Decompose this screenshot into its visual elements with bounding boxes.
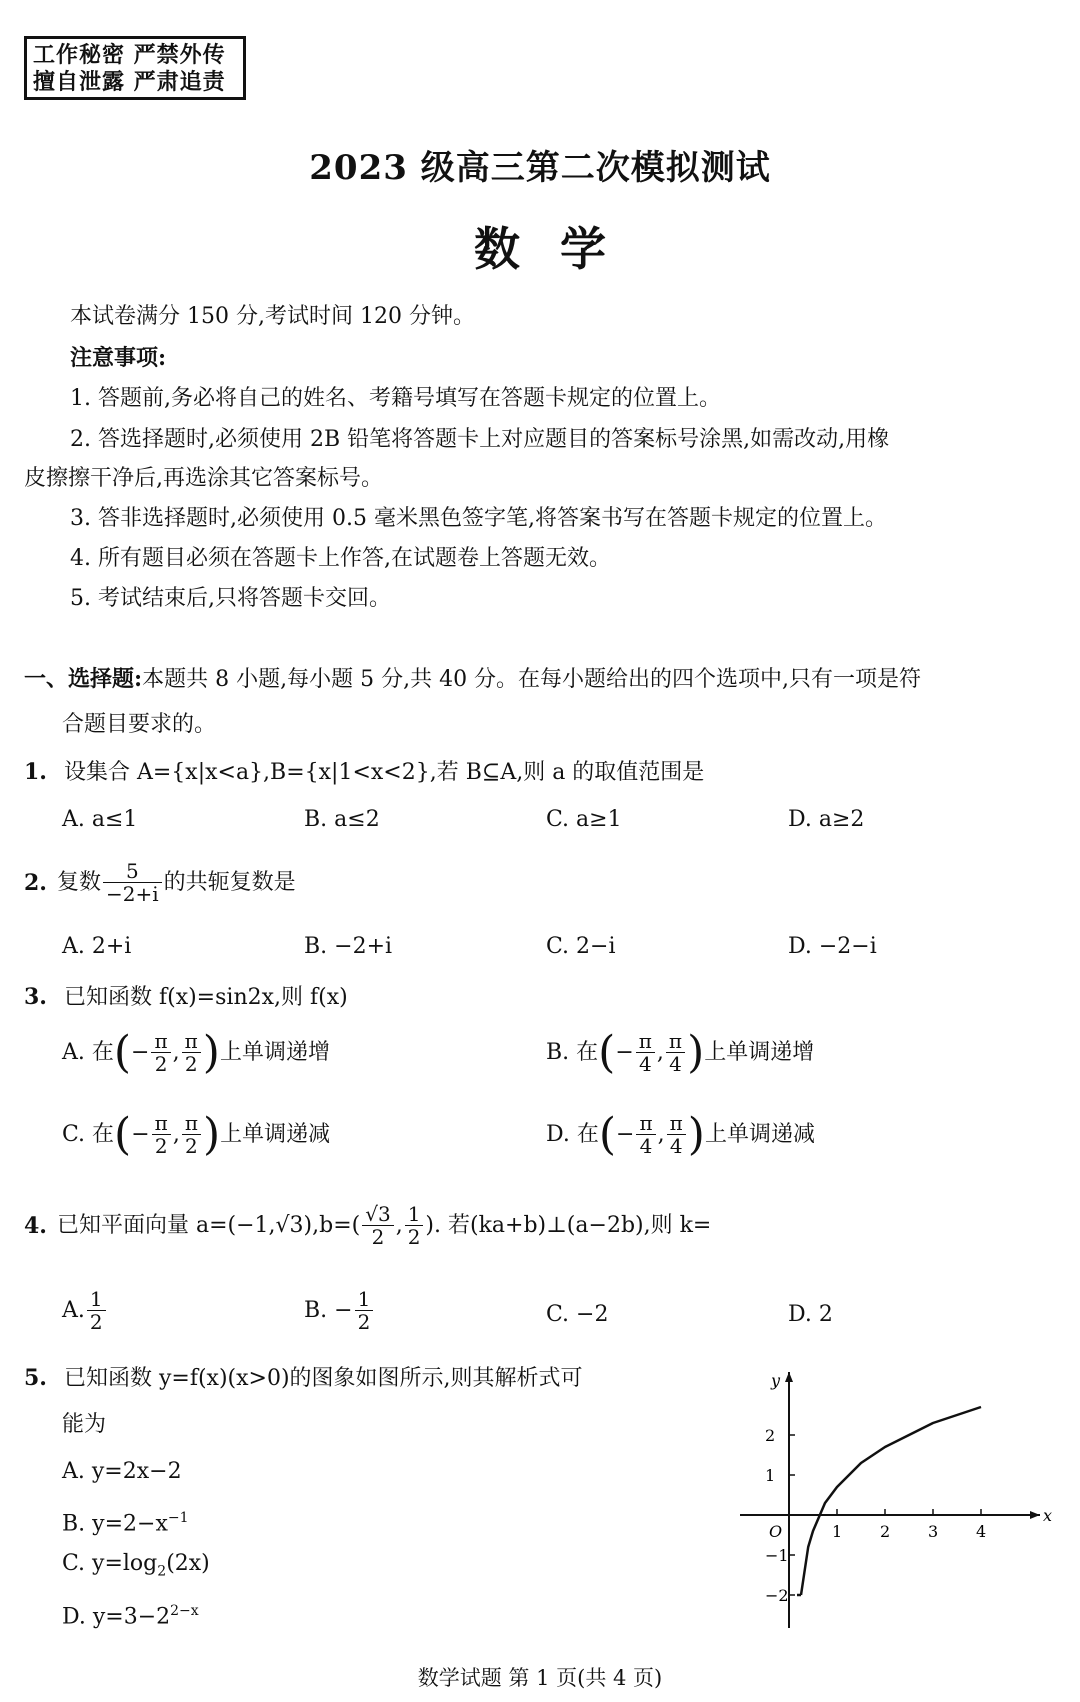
q5-c-text: C. y=log [62,1551,158,1576]
q4-a-frac [87,1288,106,1333]
q4-pre: 已知平面向量 a=(−1,√3),b=( [56,1212,361,1238]
q3-a-post: 上单调递增 [219,1039,330,1065]
right-paren: ) [687,1108,705,1160]
q4-number: 4. [24,1212,47,1239]
page-footer: 数学试题 第 1 页(共 4 页) [417,1666,663,1690]
stamp-line1: 工作秘密 严禁外传 [33,42,226,68]
y-tick-label: 1 [765,1466,776,1485]
notes-title: 注意事项: [70,345,167,371]
q5-d-exponent: 2−x [170,1603,199,1619]
q4-option-a [62,1288,108,1333]
y-tick-label: −1 [765,1546,789,1565]
frac-den: 2 [89,1310,103,1334]
function-graph [740,1370,1053,1630]
comma: , [657,1121,665,1147]
q3-b-post: 上单调递增 [704,1039,815,1065]
stamp-line2: 擅自泄露 严肃追责 [33,69,226,95]
q3-b-pre: B. 在 [546,1039,599,1065]
q3-d-pre: D. 在 [546,1121,599,1147]
q4-option-d: D. 2 [788,1302,833,1327]
q4-option-c: C. −2 [546,1302,609,1327]
frac-num: 1 [355,1288,374,1311]
question-4: 4. 已知平面向量 a=(−1,√3),b=( $\frac{√3}{2}$ , $\frac{1}{2}$ ). 若(ka+b)⊥(a−2b),则 k= [24,1202,712,1249]
right-paren: ) [202,1026,220,1078]
q4-b-label: B. − [304,1297,353,1323]
q1-option-b: B. a≤2 [304,807,380,832]
q2-frac-num: 5 [103,860,162,883]
q3-option-d [546,1108,815,1160]
q2-post: 的共轭复数是 [163,869,296,895]
question-2 [24,860,296,905]
frac-num: √3 [362,1203,393,1226]
x-tick-label: 1 [832,1522,843,1541]
y-axis-arrow [785,1372,793,1382]
frac-den: 2 [154,1052,168,1076]
q3-a-frac2 [182,1030,201,1075]
x-tick-label: 3 [928,1522,939,1541]
frac-den: 2 [371,1225,385,1249]
comma: , [172,1121,180,1147]
q5-b-exponent: −1 [167,1510,189,1526]
note-5: 5. 考试结束后,只将答题卡交回。 [70,586,391,611]
q2-pre: 复数 [56,869,101,895]
q1-option-c: C. a≥1 [546,807,622,832]
q2-number: 2. [24,869,47,896]
q3-a-minus: − [131,1039,150,1065]
q2-fraction [103,860,162,905]
frac-den: 4 [669,1134,683,1158]
note-4: 4. 所有题目必须在答题卡上作答,在试题卷上答题无效。 [70,546,611,571]
section-1-desc-cont: 合题目要求的。 [62,712,217,737]
y-axis-label: y [771,1371,781,1390]
frac-den: 2 [154,1134,168,1158]
q3-c-frac2 [182,1112,201,1157]
x-axis-label: x [1043,1506,1053,1525]
q4-a-label: A. [62,1297,85,1323]
note-3: 3. 答非选择题时,必须使用 0.5 毫米黑色签字笔,将答案书写在答题卡规定的位置上。 [70,506,887,531]
frac-num: π [151,1030,170,1053]
q1-option-d: D. a≥2 [788,807,865,832]
q2-option-a: A. 2+i [62,934,132,959]
right-paren: ) [202,1108,221,1160]
note-1: 1. 答题前,务必将自己的姓名、考籍号填写在答题卡规定的位置上。 [70,386,721,411]
q3-d-post: 上单调递减 [704,1121,815,1147]
q5-option-c [62,1549,210,1586]
frac-num: π [666,1030,685,1053]
frac-num: 1 [87,1288,106,1311]
frac-num: π [636,1030,655,1053]
question-5 [24,1363,583,1394]
q3-a-frac1 [151,1030,170,1075]
q4-post: ). 若(ka+b)⊥(a−2b),则 k= [425,1212,712,1238]
q5-stem: 已知函数 y=f(x)(x>0)的图象如图所示,则其解析式可 [63,1366,583,1391]
subject-title: 数学 [474,222,646,276]
q4-b-frac [355,1288,374,1333]
q3-d-frac2 [667,1112,686,1157]
note-2-cont: 皮擦擦干净后,再选涂其它答案标号。 [24,466,383,491]
frac-num: π [182,1030,201,1053]
section-1-header [24,664,921,695]
q3-option-b [546,1026,815,1078]
section-1-label: 一、选择题: [24,666,143,692]
q2-option-b: B. −2+i [304,934,393,959]
q5-d-text: D. y=3−2 [62,1604,171,1630]
q3-option-a [62,1026,330,1078]
q3-number: 3. [24,984,47,1010]
frac-num: π [667,1112,686,1135]
comma: , [172,1039,180,1065]
q3-option-c [62,1108,331,1160]
q2-option-c: C. 2−i [546,934,616,959]
q1-option-a: A. a≤1 [62,807,138,832]
q3-c-pre: C. 在 [62,1121,115,1147]
question-1 [24,757,704,788]
confidential-stamp [24,36,246,100]
q5-b-text: B. y=2−x [62,1511,168,1537]
note-2: 2. 答选择题时,必须使用 2B 铅笔将答题卡上对应题目的答案标号涂黑,如需改动,用橡 [70,427,890,452]
q3-b-minus: − [615,1039,634,1065]
frac-den: 4 [669,1052,682,1076]
frac-num: π [636,1112,655,1135]
q3-c-post: 上单调递减 [220,1121,331,1147]
q5-option-b [62,1503,189,1539]
frac-num: π [182,1112,201,1135]
origin-label: O [769,1522,783,1541]
frac-den: 2 [357,1310,371,1334]
q2-frac-den: −2+i [105,882,159,906]
q5-c-base: 2 [157,1563,167,1580]
q3-b-frac1 [636,1030,655,1075]
comma: , [656,1039,664,1065]
q5-option-a: A. y=2x−2 [62,1459,182,1484]
frac-num: 1 [405,1203,424,1226]
left-paren: ( [113,1026,132,1078]
q3-b-frac2 [666,1030,685,1075]
q1-stem: 设集合 A={x|x<a},B={x|1<x<2},若 B⊆A,则 a 的取值范围是 [63,760,705,785]
question-3 [24,982,348,1013]
frac-den: 4 [639,1134,653,1158]
q5-number: 5. [24,1365,47,1391]
q5-option-d [62,1596,199,1632]
q4-frac2 [405,1203,424,1248]
x-tick-label: 2 [880,1522,891,1541]
q5-c-arg: (2x) [166,1551,210,1576]
series-line-fx [801,1407,981,1595]
q3-d-minus: − [616,1121,635,1147]
q3-stem: 已知函数 f(x)=sin2x,则 f(x) [63,985,348,1010]
q3-a-pre: A. 在 [62,1039,114,1065]
frac-den: 2 [407,1225,421,1249]
left-paren: ( [598,1108,617,1160]
left-paren: ( [598,1026,616,1078]
q3-c-frac1 [152,1112,171,1157]
left-paren: ( [114,1108,132,1160]
frac-den: 2 [185,1134,198,1158]
y-tick-label: 2 [765,1426,776,1445]
section-1-desc: 本题共 8 小题,每小题 5 分,共 40 分。在每小题给出的四个选项中,只有一项是符 [142,667,922,692]
y-tick-label: −2 [765,1586,789,1605]
q3-d-frac1 [636,1112,655,1157]
q1-number: 1. [24,759,47,785]
score-time-text: 本试卷满分 150 分,考试时间 120 分钟。 [70,304,475,329]
frac-den: 2 [184,1052,198,1076]
exam-title: 2023 级高三第二次模拟测试 [309,148,771,188]
q2-option-d: D. −2−i [788,934,877,959]
frac-num: π [152,1112,171,1135]
q3-c-minus: − [131,1121,150,1147]
q5-stem-cont: 能为 [62,1412,107,1437]
right-paren: ) [687,1026,705,1078]
q4-frac1 [362,1203,393,1248]
x-tick-label: 4 [976,1522,987,1541]
frac-den: 4 [638,1052,652,1076]
x-axis-arrow [1030,1511,1040,1519]
q4-option-b [304,1288,375,1333]
